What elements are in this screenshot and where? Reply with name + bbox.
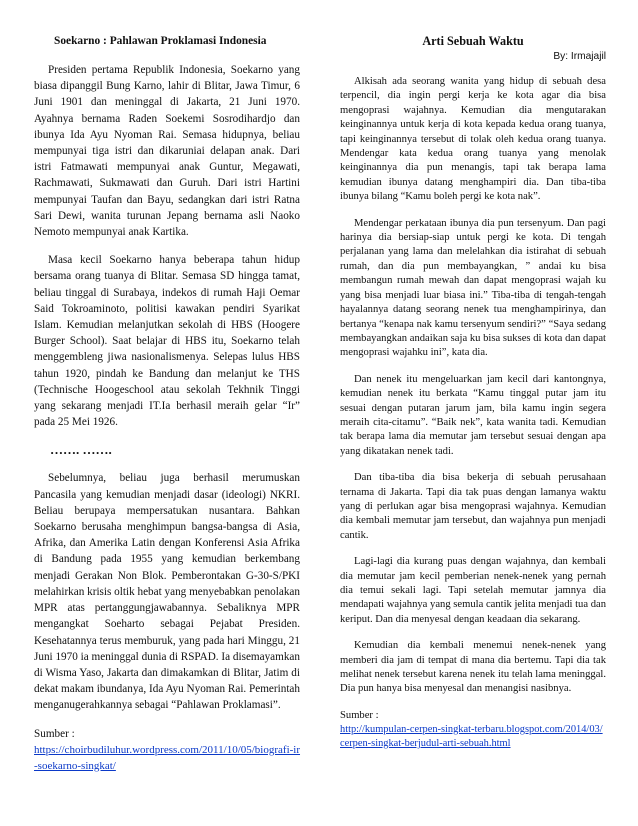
paragraph: Sebelumnya, beliau juga berhasil merumuskan Pancasila yang kemudian menjadi dasar (ideologi) NKRI. Beliau berupaya mempersatukan nusantara. Bahkan Soekarno berusaha menghimpun bangsa-bangsa di Asia, Afrika, dan Amerika Latin dengan Konferensi Asia Afrika di Bandung pada 1955 yang kemudian berkembang menjadi Gerakan Non Blok. Pemberontakan G-30-S/PKI melahirkan krisis oltik hebat yang menyebabkan penolakan MPR atas pertanggungjawabannya. Sebaliknya MPR mengangkat Soeharto sebagai Pejabat Presiden. Kesehatannya terus memburuk, yang pada hari Minggu, 21 Juni 1970 ia meninggal dunia di RSPAD. Ia disemayamkan di Wisma Yaso, Jakarta dan dimakamkan di Blitar, Jatim di dekat makam ibundanya, Ida Ayu Nyoman Rai. Pemerintah menganugerahkannya sebagai “Pahlawan Proklamasi”. — [34, 472, 300, 712]
paragraph: Kemudian dia kembali menemui nenek-nenek yang memberi dia jam di tempat di mana dia bertemu. Tapi dia tak melihat nenek tersebut karena nenek itu telah lama meninggal. Dia pun hanya bisa menyesal dan menangisi nasibnya. — [340, 640, 606, 695]
paragraph: Presiden pertama Republik Indonesia, Soekarno yang biasa dipanggil Bung Karno, lahir di Blitar, Jawa Timur, 6 Juni 1901 dan meninggal di Jakarta, 21 Juni 1970. Ayahnya bernama Raden Soekemi Sosrodihardjo dan ibunya Ida Ayu Nyoman Rai. Semasa hidupnya, beliau mempunyai tiga istri dan dikaruniai delapan anak. Dari istri Fatmawati mempunyai anak Guntur, Megawati, Rachmawati, Sukmawati dan Guruh. Dari istri Hartini mempunyai Taufan dan Bayu, sedangkan dari istri Ratna Sari Dewi, wanita turunan Jepang bernama asli Naoko Nemoto mempunyai anak Kartika. — [34, 64, 300, 239]
ellipsis-separator: ……. ……. — [50, 442, 112, 458]
source-label: Sumber : — [34, 727, 75, 740]
paragraph: Lagi-lagi dia kurang puas dengan wajahnya, dan kembali dia memutar jam kecil pemberian nenek-nenek yang pernah dia temui sekali lagi. Tapi setelah memutar jamnya dia mendapati wajahnya yang semula cantik jelita menjadi tua dan keriput. Dan dia menyesal dengan keadaan dia sekarang. — [340, 556, 606, 625]
left-column — [34, 34, 300, 774]
article-title-soekarno: Soekarno : Pahlawan Proklamasi Indonesia — [54, 35, 267, 47]
paragraph: Masa kecil Soekarno hanya beberapa tahun hidup bersama orang tuanya di Blitar. Semasa SD hingga tamat, beliau tinggal di Surabaya, indekos di rumah Haji Oemar Said Tokroaminoto, politisi kawakan pendiri Syarikat Islam. Kemudian melanjutkan sekolah di HBS (Hoogere Burger School). Saat belajar di HBS itu, Soekarno telah menggembleng jiwa nasionalismenya. Selepas lulus HBS tahun 1920, pindah ke Bandung dan melanjut ke THS (Technische Hoogeschool atau sekolah Tekhnik Tinggi yang sekarang menjadi IT.Ia berhasil meraih gelar “Ir” pada 25 Mei 1926. — [34, 254, 300, 429]
source-link[interactable]: http://kumpulan-cerpen-singkat-terbaru.blogspot.com/2014/03/cerpen-singkat-berjudul-arti-sebuah.html — [340, 723, 603, 749]
source-link[interactable]: https://choirbudiluhur.wordpress.com/2011/10/05/biografi-ir-soekarno-singkat/ — [34, 743, 301, 772]
author-byline: By: Irmajajil — [553, 51, 606, 62]
source-label: Sumber : — [340, 709, 379, 721]
paragraph: Dan tiba-tiba dia bisa bekerja di sebuah perusahaan ternama di Jakarta. Tapi dia tak puas dengan lamanya waktu yang di perlukan agar bisa mengoprasi wajahnya. Kemudian dia kembali memutar jam tersebut, dan wajahnya pun menjadi cantik. — [340, 472, 606, 541]
right-column — [340, 34, 606, 751]
paragraph: Mendengar perkataan ibunya dia pun tersenyum. Dan pagi harinya dia bersiap-siap untuk pergi ke kota. Di tengah perjalanan yang lama dan melelahkan dia istirahat di sebuah rumah, dan dia pun membayangkan, ” andai ku bisa membangun rumah mewah dan dapat mengoprasi wajah ku yang bisa menjadi luar biasa ini.” Tiba-tiba di tengah-tengah hayalannya datang seorang nenek tua menghampirinya, dan bertanya “kenapa nak kamu tersenyum sendiri?” “Saya sedang membayangkan andaikan saja ku bisa sukses di kota dan dapat mengoprasi wajahku ini”, kata dia. — [340, 217, 606, 359]
article-title-arti-sebuah-waktu: Arti Sebuah Waktu — [422, 34, 524, 48]
paragraph: Alkisah ada seorang wanita yang hidup di sebuah desa terpencil, dia ingin pergi kerja ke kota agar dia bisa mengoprasi wajahnya. Kemudian dia mengutarakan keinginannya untuk kerja di kota kepada kedua orang tuanya, tapi keinginannya tersebut di tolak oleh kedua orang tuanya. Mendengar kata kedua orang tuanya yang menolak keinginannya dia pun menangis, tapi tak berapa lama kemudian ibunya datang menghampiri dia. Dan tiba-tiba ibunya bilang “Kamu boleh pergi ke kota nak”. — [340, 76, 606, 203]
paragraph: Dan nenek itu mengeluarkan jam kecil dari kantongnya, kemudian nenek itu berkata “Kamu tinggal putar jam itu sesuai dengan putaran jarum jam, bila kamu ingin segera meraih cita-citamu”. “Baik nek”, kata wanita tadi. Kemudian tak berapa lama dia memutar jam tersebut sesuai dengan apa yang dikatakan nenek tadi. — [340, 373, 606, 457]
